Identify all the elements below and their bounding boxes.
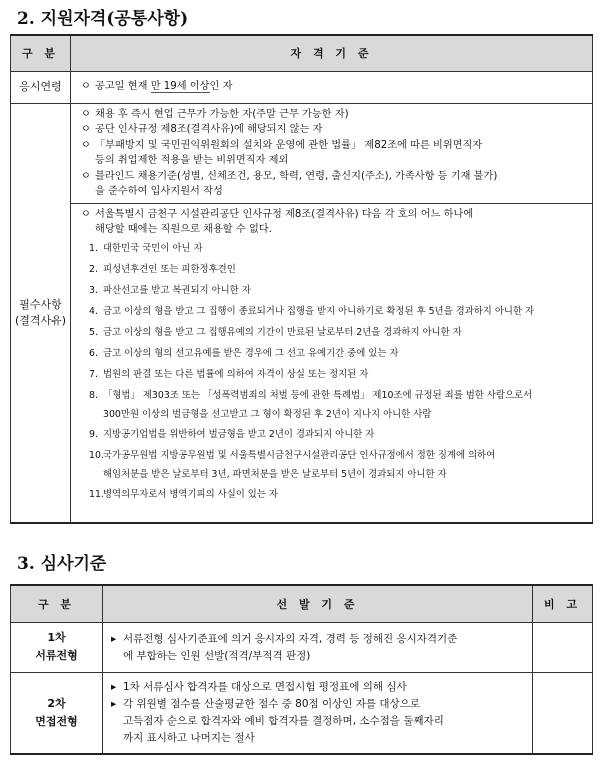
age-highlight: 만 19세 이상 xyxy=(150,81,210,93)
criteria-text xyxy=(123,696,444,747)
item-text: 금고 이상의 형의 선고유예를 받은 경우에 그 선고 유예기간 중에 있는 자 xyxy=(103,347,399,359)
item-number: 3. xyxy=(89,284,98,296)
item-number: 9. xyxy=(89,428,98,440)
text-line: 고득점자 순으로 합격자와 예비 합격자를 결정하며, 소수점을 둘째자리 xyxy=(123,715,444,728)
requirements-content xyxy=(71,103,593,523)
table-header-note: 비 고 xyxy=(533,585,593,622)
common-requirement-text xyxy=(95,138,482,169)
bullet-marker: ㅇ xyxy=(81,108,91,120)
screening-note xyxy=(533,622,593,672)
bullet-marker: ㅇ xyxy=(81,208,91,220)
disqualification-item xyxy=(81,343,588,364)
item-number: 6. xyxy=(89,347,98,359)
bullet-marker: ㅇ xyxy=(81,81,91,93)
stage-name: 면접전형 xyxy=(35,714,78,728)
item-number: 8. xyxy=(89,389,98,401)
common-requirement-text xyxy=(95,122,322,138)
item-number: 5. xyxy=(89,326,98,338)
disqualification-item xyxy=(81,364,588,385)
text-line: 채용 후 즉시 현업 근무가 가능한 자(주말 근무 가능한 자) xyxy=(95,108,349,120)
text-line: 서류전형 심사기준표에 의거 응시자의 자격, 경력 등 정해진 응시자격기준 xyxy=(123,632,458,645)
item-number: 2. xyxy=(89,263,98,275)
bullet-marker: ▸ xyxy=(111,698,117,711)
disqualification-item xyxy=(81,445,588,466)
disqualification-item xyxy=(81,484,588,505)
text-line: 해당할 때에는 직원으로 채용할 수 없다. xyxy=(95,224,272,235)
item-text: 병역의무자로서 병역기피의 사실이 있는 자 xyxy=(103,488,278,500)
disqualification-item xyxy=(81,322,588,343)
common-requirement-text xyxy=(95,107,349,123)
criteria-text xyxy=(123,679,407,696)
text-line: 서울특별시 금천구 시설관리공단 인사규정 제8조(결격사유) 다음 각 호의 어느 하나에 xyxy=(95,208,474,220)
item-number: 4. xyxy=(89,305,98,317)
bullet-marker: ▸ xyxy=(111,681,117,694)
disqualification-item xyxy=(81,385,588,406)
text-line: 공단 인사규정 제8조(결격사유)에 해당되지 않는 자 xyxy=(95,124,323,135)
item-text: 금고 이상의 형을 받고 그 집행유예의 기간이 만료된 날로부터 2년을 경과하지 아니한 자 xyxy=(103,326,462,338)
item-continuation: 300만원 이상의 벌금형을 선고받고 그 형이 확정된 후 2년이 지나지 아니한 사람 xyxy=(103,408,432,420)
common-requirement-text xyxy=(95,169,497,200)
criteria-text xyxy=(123,631,457,665)
table-header-selection: 선 발 기 준 xyxy=(103,585,533,622)
disqualification-item xyxy=(81,259,588,280)
requirements-label xyxy=(11,103,71,523)
screening-table xyxy=(10,584,593,755)
text-line: 에 부합하는 인원 선발(적격/부적격 판정) xyxy=(123,649,311,662)
age-criteria: ㅇ 공고일 현재 만 19세 이상인 자 xyxy=(71,71,593,103)
item-continuation: 해임처분을 받은 날로부터 3년, 파면처분을 받은 날로부터 5년이 경과되지 아니한 자 xyxy=(103,468,447,480)
disqualification-intro xyxy=(95,207,473,238)
disqualification-item xyxy=(81,424,588,445)
requirements-label-line: 필수사항 xyxy=(19,297,62,311)
criteria-item xyxy=(111,679,526,696)
table-header-criteria: 자 격 기 준 xyxy=(71,35,593,71)
bullet-marker: ▸ xyxy=(111,632,117,645)
bullet-marker: ㅇ xyxy=(81,124,91,135)
common-requirement-item xyxy=(81,169,588,200)
text-line: 등의 취업제한 적용을 받는 비위면직자 제외 xyxy=(95,155,289,166)
text-line: 「부패방지 및 국민권익위원회의 설치와 운영에 관한 법률」 제82조에 따른 비위면직자 xyxy=(95,139,483,151)
item-number: 11. xyxy=(89,488,104,500)
requirements-label-line: (결격사유) xyxy=(14,313,67,327)
item-number: 1. xyxy=(89,242,98,254)
item-text: 국가공무원법 지방공무원법 및 서울특별시금천구시설관리공단 인사규정에서 정한 징계에 의하여 xyxy=(103,449,496,461)
disqualification-list xyxy=(81,238,588,505)
text-line: 블라인드 채용기준(성별, 신체조건, 용모, 학력, 연령, 출신지(주소), 가족사항 등 기재 불가) xyxy=(95,170,498,182)
item-text: 파산선고를 받고 복권되지 아니한 자 xyxy=(103,284,251,296)
common-requirements-list xyxy=(71,104,592,204)
item-text: 대한민국 국민이 아닌 자 xyxy=(103,242,203,254)
item-text: 「형법」 제303조 또는 「성폭력범죄의 처벌 등에 관한 특례법」 제10조에 규정된 죄를 범한 사람으로서 xyxy=(103,389,533,401)
age-label: 응시연령 xyxy=(11,71,71,103)
text-line: 각 위원별 점수를 산술평균한 점수 중 80점 이상인 자를 대상으로 xyxy=(123,698,420,711)
bullet-marker: ㅇ xyxy=(81,170,91,182)
section-title-eligibility: 2. 지원자격(공통사항) xyxy=(17,9,189,29)
item-number: 10. xyxy=(89,449,104,461)
stage-number: 1차 xyxy=(47,631,66,644)
screening-stage-label xyxy=(11,622,103,672)
table-header-category: 구 분 xyxy=(11,585,103,622)
screening-stage-label xyxy=(11,672,103,754)
item-text: 지방공기업법을 위반하여 벌금형을 받고 2년이 경과되지 아니한 자 xyxy=(103,428,375,440)
common-requirement-item xyxy=(81,122,588,138)
item-text: 피성년후견인 또는 피한정후견인 xyxy=(103,263,236,275)
text-line: 까지 표시하고 나머지는 절사 xyxy=(123,732,255,745)
eligibility-table xyxy=(10,34,593,524)
screening-criteria xyxy=(103,622,533,672)
requirements-label-text xyxy=(11,297,70,329)
section-title-screening: 3. 심사기준 xyxy=(17,554,107,574)
disqualification-item xyxy=(81,238,588,259)
common-requirement-item xyxy=(81,138,588,169)
item-text: 법원의 판결 또는 다른 법률에 의하여 자격이 상실 또는 정지된 자 xyxy=(103,368,369,380)
stage-name: 서류전형 xyxy=(35,649,78,662)
disqualification-block xyxy=(71,204,592,507)
criteria-item xyxy=(111,696,526,747)
table-header-category: 구 분 xyxy=(11,35,71,71)
criteria-item xyxy=(111,631,526,665)
item-number: 7. xyxy=(89,368,98,380)
screening-row xyxy=(11,622,593,672)
item-text: 금고 이상의 형을 받고 그 집행이 종료되거나 집행을 받지 아니하기로 확정된 후 5년을 경과하지 아니한 자 xyxy=(103,305,535,317)
disqualification-item xyxy=(81,301,588,322)
screening-row xyxy=(11,672,593,754)
text-line: 1차 서류심사 합격자를 대상으로 면접시험 평정표에 의해 심사 xyxy=(123,681,407,694)
screening-criteria xyxy=(103,672,533,754)
common-requirement-item xyxy=(81,107,588,123)
disqualification-item xyxy=(81,280,588,301)
stage-number: 2차 xyxy=(47,696,66,710)
text-line: 을 준수하여 입사지원서 작성 xyxy=(95,186,223,197)
bullet-marker: ㅇ xyxy=(81,139,91,151)
screening-note xyxy=(533,672,593,754)
